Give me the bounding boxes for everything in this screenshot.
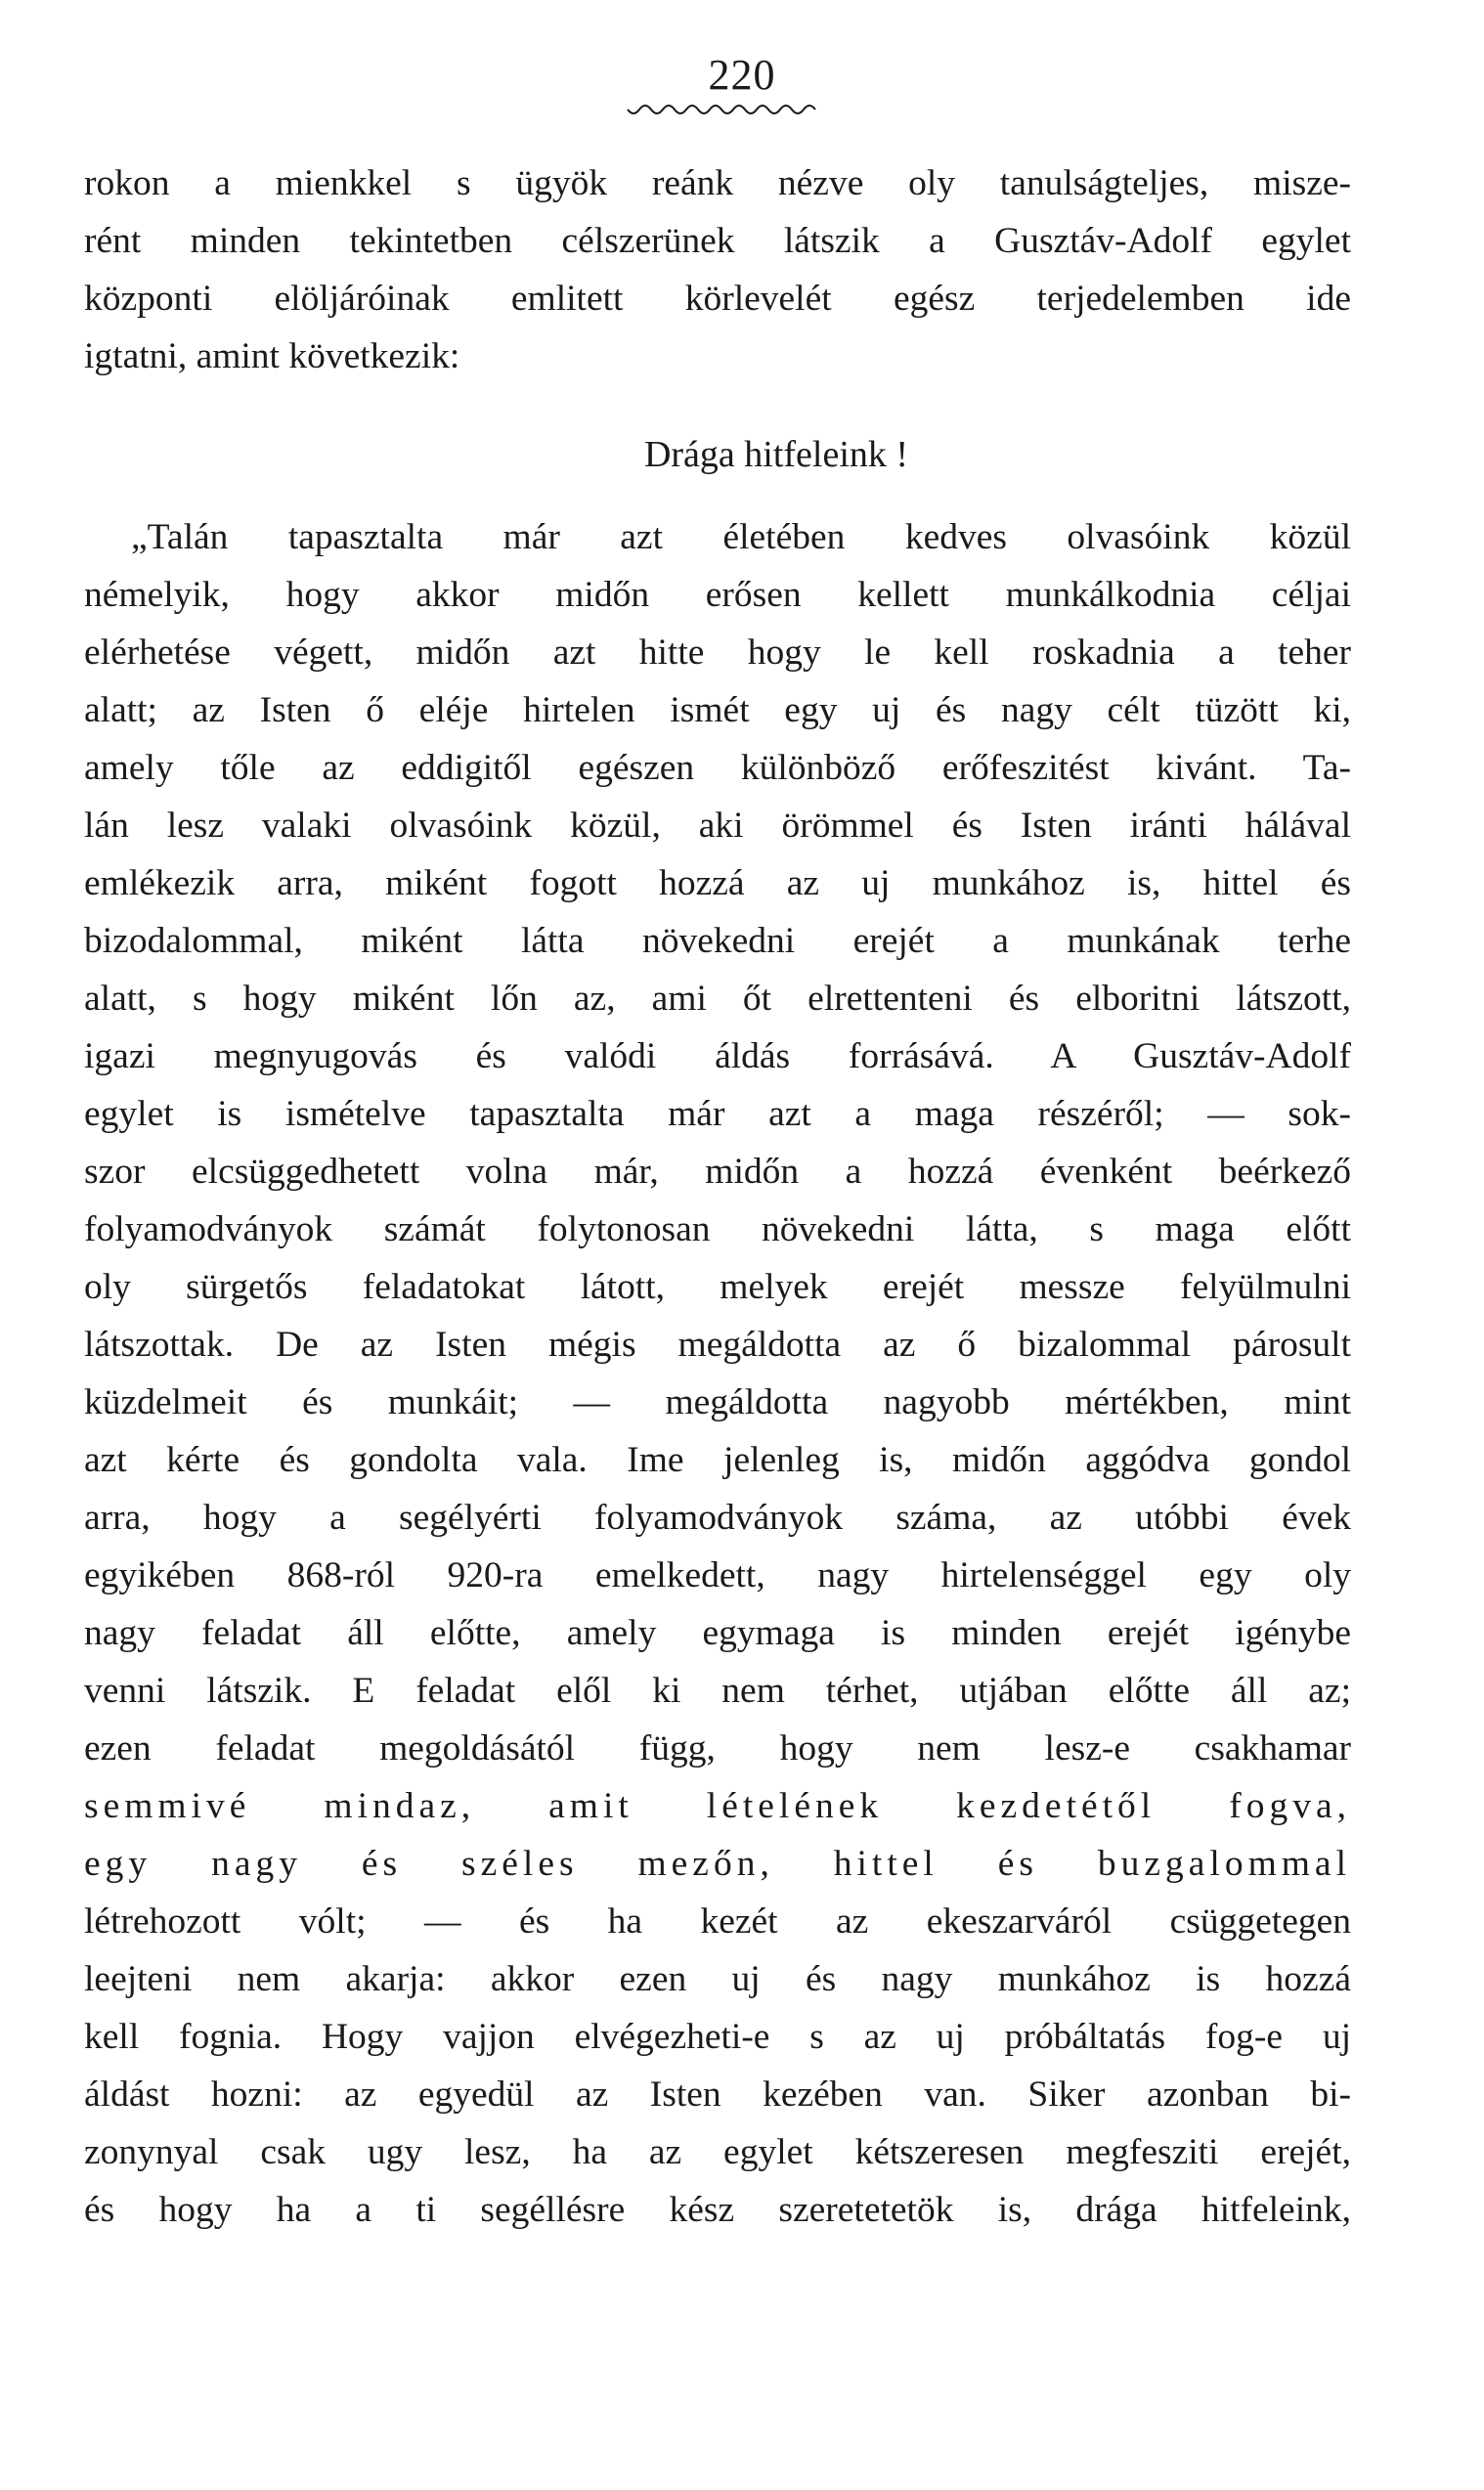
text-line: lán lesz valaki olvasóink közül, aki örömmel és Isten iránti hálával xyxy=(84,806,1351,846)
text-line: küzdelmeit és munkáit; — megáldotta nagyobb mértékben, mint xyxy=(84,1382,1351,1422)
text-line: nagy feladat áll előtte, amely egymaga is minden erejét igénybe xyxy=(84,1613,1351,1653)
text-line: ezen feladat megoldásától függ, hogy nem lesz-e csakhamar xyxy=(84,1728,1351,1769)
text-line: némelyik, hogy akkor midőn erősen kellett munkálkodnia céljai xyxy=(84,575,1351,615)
text-line: látszottak. De az Isten mégis megáldotta az ő bizalommal párosult xyxy=(84,1325,1351,1365)
text-line: rént minden tekintetben célszerünek látszik a Gusztáv-Adolf egylet xyxy=(84,221,1351,261)
letter-paragraph xyxy=(84,508,1351,2239)
text-line: kell fognia. Hogy vajjon elvégezheti-e s az uj próbáltatás fog-e uj xyxy=(84,2017,1351,2057)
text-line: egy nagy és széles mezőn, hittel és buzgalommal xyxy=(84,1844,1351,1884)
text-line: azt kérte és gondolta vala. Ime jelenleg is, midőn aggódva gondol xyxy=(84,1440,1351,1480)
text-line: és hogy ha a ti segéllésre kész szeretetetök is, drága hitfeleink, xyxy=(84,2190,1351,2230)
text-line: áldást hozni: az egyedül az Isten kezében van. Siker azonban bi- xyxy=(84,2075,1351,2115)
text-line: igazi megnyugovás és valódi áldás forrásává. A Gusztáv-Adolf xyxy=(84,1036,1351,1076)
text-line: egylet is ismételve tapasztalta már azt a maga részéről; — sok- xyxy=(84,1094,1351,1134)
text-line: központi elöljáróinak emlitett körlevelét egész terjedelemben ide xyxy=(84,279,1351,319)
text-line: alatt; az Isten ő eléje hirtelen ismét egy uj és nagy célt tüzött ki, xyxy=(84,690,1351,730)
text-line: elérhetése végett, midőn azt hitte hogy le kell roskadnia a teher xyxy=(84,633,1351,673)
text-line: emlékezik arra, miként fogott hozzá az uj munkához is, hittel és xyxy=(84,863,1351,903)
text-line: venni látszik. E feladat elől ki nem térhet, utjában előtte áll az; xyxy=(84,1671,1351,1711)
text-line: zonynyal csak ugy lesz, ha az egylet kétszeresen megfesziti erejét, xyxy=(84,2132,1351,2172)
text-line: létrehozott vólt; — és ha kezét az ekeszarváról csüggetegen xyxy=(84,1901,1351,1942)
text-line: oly sürgetős feladatokat látott, melyek erejét messze felyülmulni xyxy=(84,1267,1351,1307)
text-line: „Talán tapasztalta már azt életében kedves olvasóink közül xyxy=(131,517,1351,557)
text-line: arra, hogy a segélyérti folyamodványok száma, az utóbbi évek xyxy=(84,1498,1351,1538)
text-line: szor elcsüggedhetett volna már, midőn a hozzá évenként beérkező xyxy=(84,1152,1351,1192)
wavy-ornament-icon xyxy=(624,102,819,121)
text-line: igtatni, amint következik: xyxy=(84,336,460,376)
salutation: Drága hitfeleink ! xyxy=(643,434,909,475)
text-line: alatt, s hogy miként lőn az, ami őt elrettenteni és elboritni látszott, xyxy=(84,979,1351,1019)
text-line: amely tőle az eddigitől egészen különböző erőfeszitést kivánt. Ta- xyxy=(84,748,1351,788)
text-line: semmivé mindaz, amit lételének kezdetétől fogva, xyxy=(84,1786,1351,1826)
text-line: egyikében 868-ról 920-ra emelkedett, nagy hirtelenséggel egy oly xyxy=(84,1555,1351,1595)
text-line: rokon a mienkkel s ügyök reánk nézve oly tanulságteljes, miszе- xyxy=(84,163,1351,203)
page-number: 220 xyxy=(708,51,776,99)
intro-paragraph xyxy=(84,154,1351,385)
text-line: bizodalommal, miként látta növekedni erejét a munkának terhe xyxy=(84,921,1351,961)
text-line: leejteni nem akarja: akkor ezen uj és nagy munkához is hozzá xyxy=(84,1959,1351,1999)
text-line: folyamodványok számát folytonosan növekedni látta, s maga előtt xyxy=(84,1209,1351,1249)
